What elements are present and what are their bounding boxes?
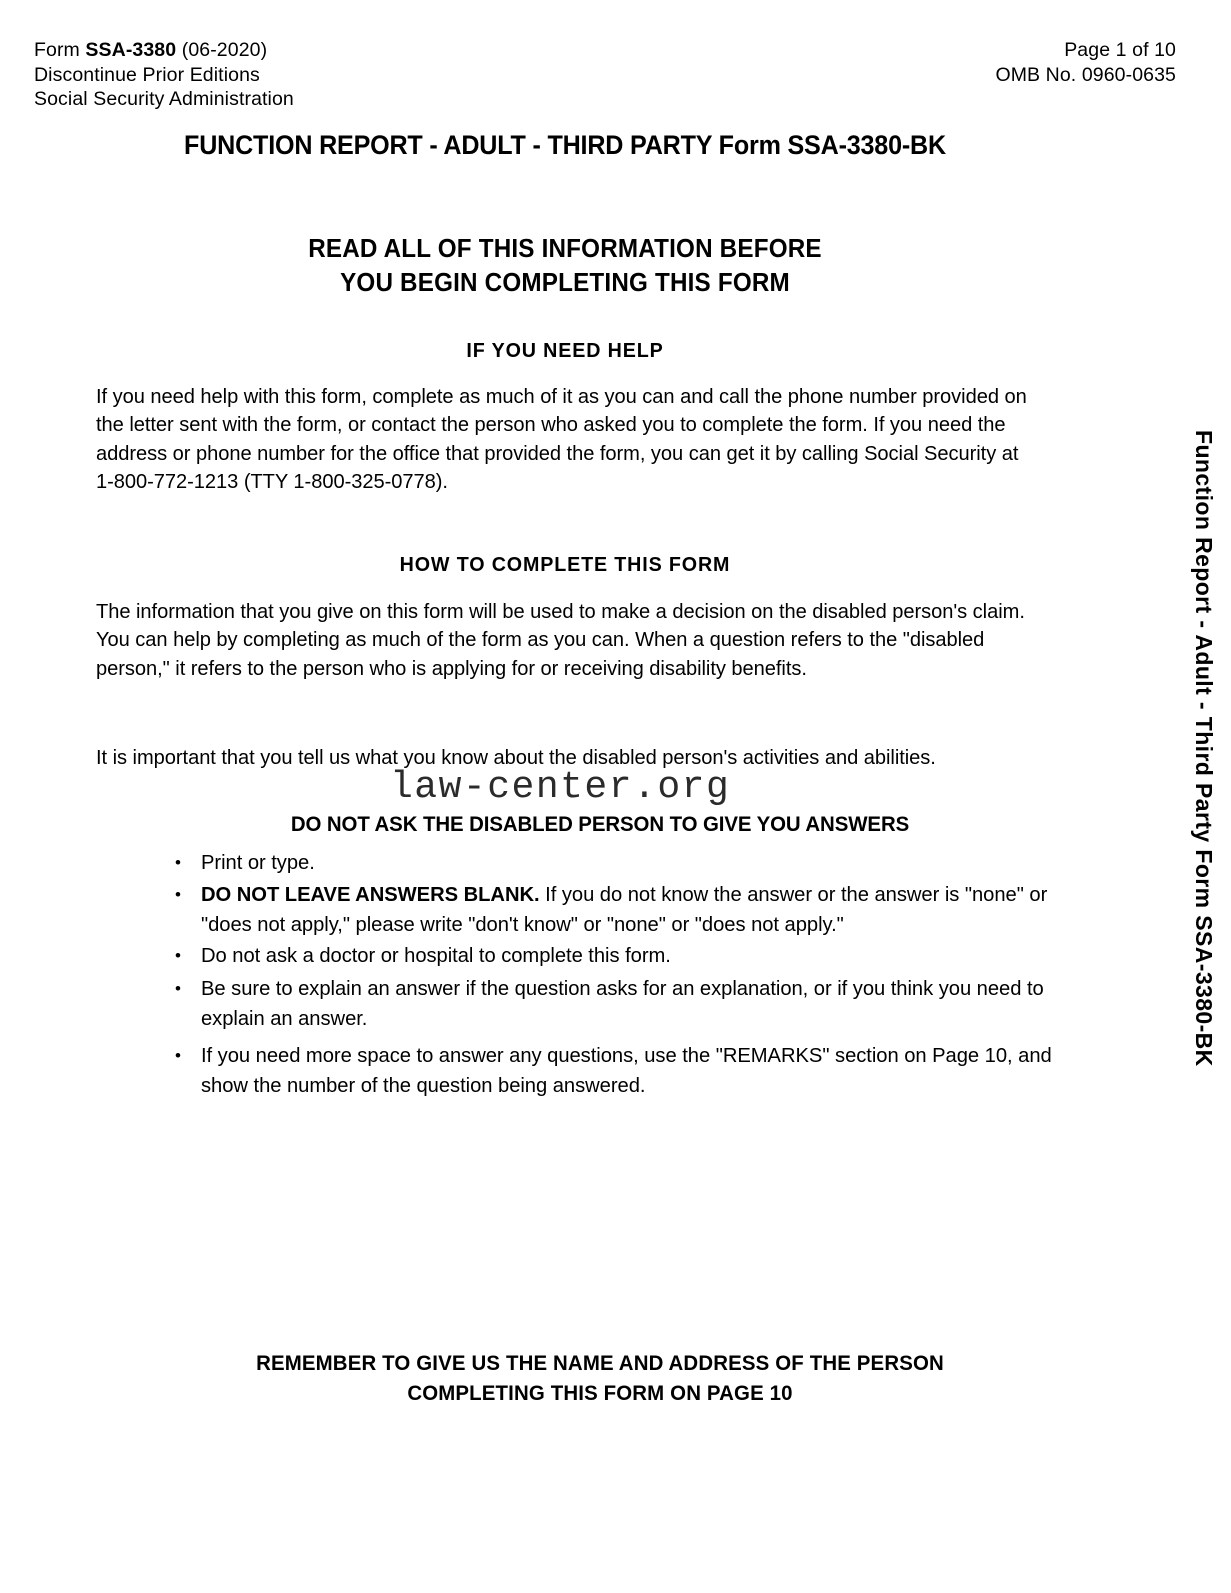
header-left-block <box>34 38 294 112</box>
bullet-icon: • <box>175 946 181 965</box>
list-item-body: Be sure to explain an answer if the question asks for an explanation, or if you think you need to explain an answer. <box>201 977 1044 1030</box>
list-item-text <box>201 941 1055 971</box>
footer-reminder-line1: REMEMBER TO GIVE US THE NAME AND ADDRESS OF THE PERSON <box>256 1351 944 1375</box>
bullet-icon: • <box>175 885 181 904</box>
section-heading-if-you-need-help: IF YOU NEED HELP <box>466 339 664 362</box>
watermark-text: law-center.org <box>390 766 731 809</box>
list-item-body: If you do not know the answer or the answer is "none" or "does not apply," please write "don't know" or "none" or "does not apply." <box>201 883 1048 936</box>
form-date: (06-2020) <box>176 39 268 61</box>
list-item <box>168 848 1068 878</box>
intro-heading-line1: READ ALL OF THIS INFORMATION BEFORE <box>308 235 822 263</box>
footer-reminder <box>30 1348 1170 1408</box>
list-item-bold: DO NOT LEAVE ANSWERS BLANK. <box>201 883 540 906</box>
bullet-icon: • <box>175 979 181 998</box>
section-heading-how-to-complete: HOW TO COMPLETE THIS FORM <box>399 553 731 576</box>
list-item <box>168 1041 1068 1101</box>
list-item <box>168 880 1068 940</box>
list-item-text <box>201 974 1055 1034</box>
bullet-icon: • <box>175 853 181 872</box>
agency-line: Social Security Administration <box>34 88 294 110</box>
side-tab-label: Function Report - Adult - Third Party Form SSA-3380-BK <box>1191 430 1217 1067</box>
section-text-important: It is important that you tell us what you know about the disabled person's activities and abilities. <box>96 746 936 769</box>
list-item-text <box>201 880 1055 940</box>
page-title: FUNCTION REPORT - ADULT - THIRD PARTY Form SSA-3380-BK <box>184 130 946 160</box>
form-number: SSA-3380 <box>85 39 177 61</box>
list-item <box>168 941 1068 971</box>
form-id-line <box>34 38 294 63</box>
page-number: Page 1 of 10 <box>1064 39 1176 61</box>
header-right-block <box>995 38 1176 87</box>
list-item-text <box>201 1041 1055 1101</box>
form-label: Form <box>34 39 86 61</box>
intro-heading-line2: YOU BEGIN COMPLETING THIS FORM <box>340 269 790 297</box>
list-item <box>168 974 1068 1034</box>
do-not-ask-heading: DO NOT ASK THE DISABLED PERSON TO GIVE YOU ANSWERS <box>290 812 910 836</box>
section-text-if-you-need-help: If you need help with this form, complete as much of it as you can and call the phone number provided on the letter sent with the form, or contact the person who asked you to complete the form. If you need the address or phone number for the office that provided the form, you can get it by calling Social Security at 1-800-772-1213 (TTY 1-800-325-0778). <box>96 385 1027 494</box>
instructions-list <box>168 848 1068 1101</box>
discontinue-line: Discontinue Prior Editions <box>34 63 260 86</box>
omb-number: OMB No. 0960-0635 <box>995 63 1176 86</box>
list-item-text <box>201 848 1055 878</box>
intro-heading <box>28 232 1102 300</box>
section-text-how-to-complete: The information that you give on this form will be used to make a decision on the disabled person's claim. You can help by completing as much of the form as you can. When a question refers to the "disabled person," it refers to the person who is applying for or receiving disability benefits. <box>96 600 1025 680</box>
list-item-body: Do not ask a doctor or hospital to complete this form. <box>201 944 671 967</box>
footer-reminder-line2: COMPLETING THIS FORM ON PAGE 10 <box>407 1381 793 1405</box>
bullet-icon: • <box>175 1046 181 1065</box>
list-item-body: If you need more space to answer any questions, use the "REMARKS" section on Page 10, and show the number of the question being answered. <box>201 1044 1052 1097</box>
list-item-body: Print or type. <box>201 851 315 874</box>
page-header <box>34 38 1176 112</box>
